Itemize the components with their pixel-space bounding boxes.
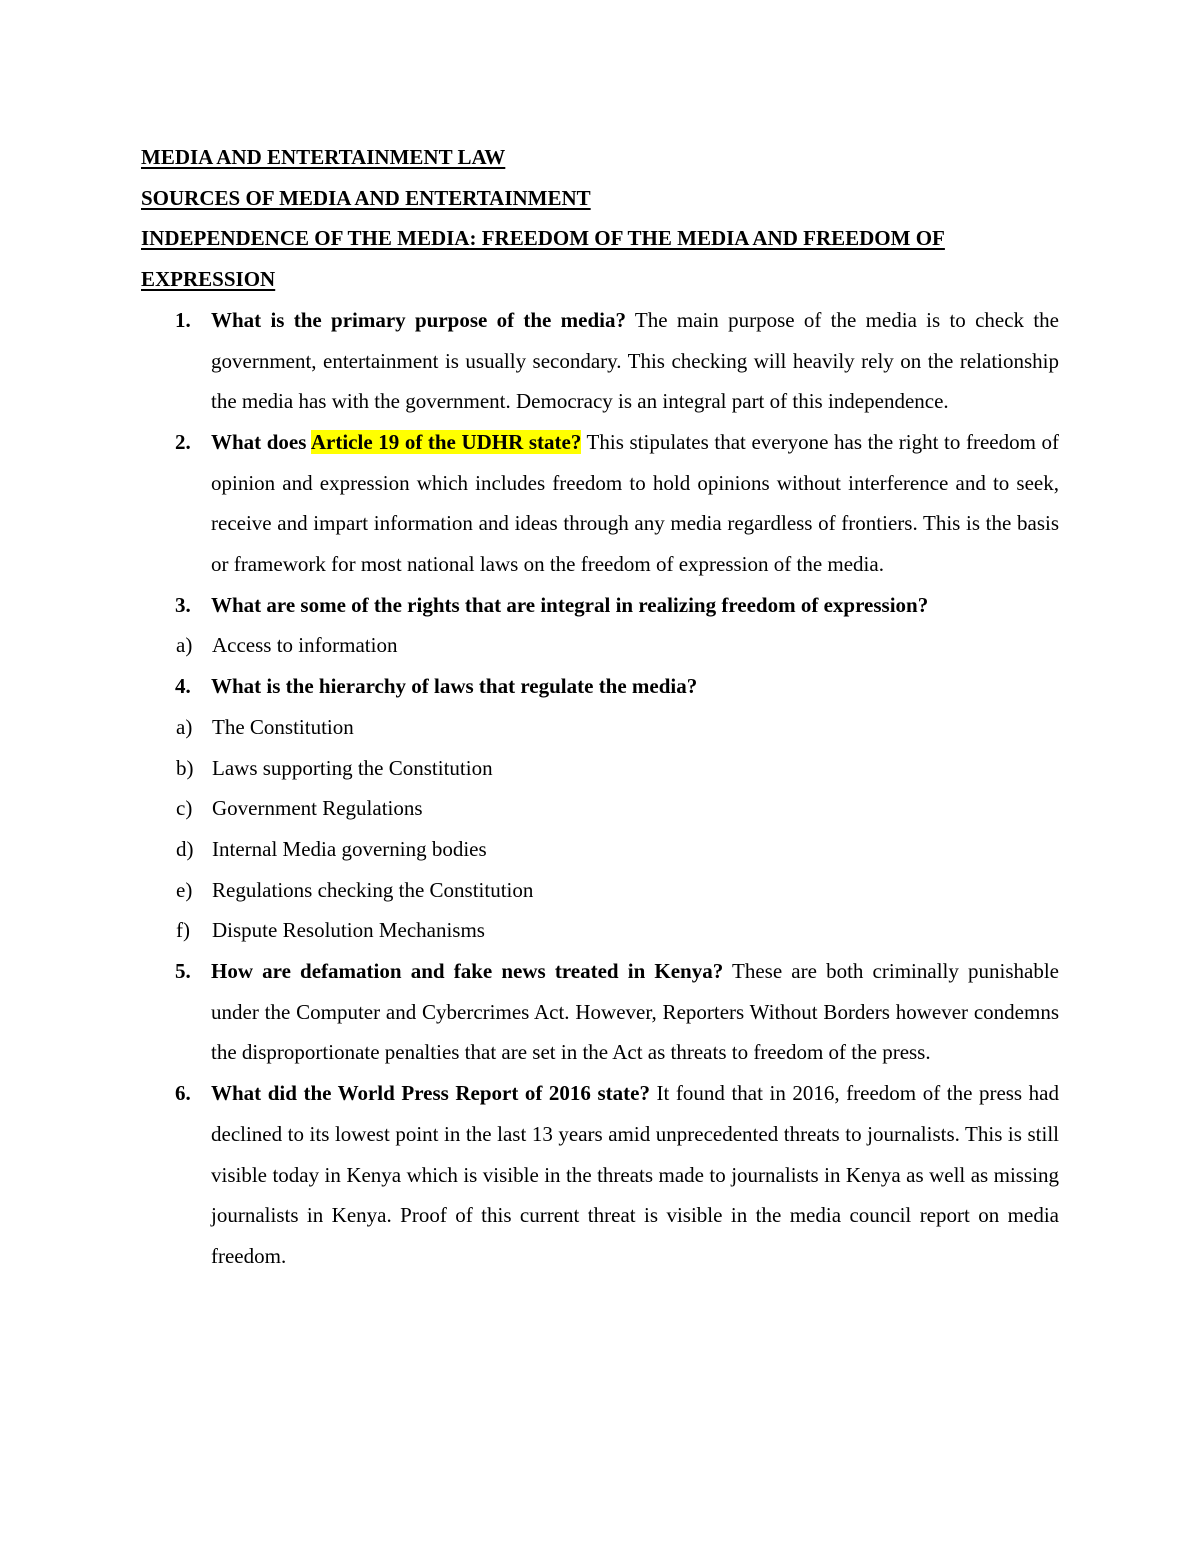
list-item (141, 625, 1059, 666)
section-heading-sources: SOURCES OF MEDIA AND ENTERTAINMENT (141, 185, 591, 210)
answer-text: This stipulates that everyone has the right to freedom of opinion and expression which includes freedom to hold opinions without interference and to seek, receive and impart information and ideas through any media regardless of frontiers. This is the basis or framework for most national laws on the freedom of expression of the media. (211, 429, 1060, 577)
list-item-letter: f) (176, 918, 190, 943)
highlighted-question-text: Article 19 of the UDHR state? (310, 429, 582, 454)
list-item-letter: e) (176, 877, 193, 902)
list-item-letter: a) (176, 633, 193, 658)
question-text-prefix: What does (211, 429, 311, 454)
list-item (141, 788, 1059, 829)
question-text: What is the hierarchy of laws that regulate the media? (211, 674, 698, 699)
list-item-letter: c) (176, 796, 193, 821)
question-text: How are defamation and fake news treated in Kenya? (211, 959, 724, 984)
question-number: 3. (175, 592, 191, 617)
question-item-5 (141, 951, 1059, 1073)
sub-list-container-3 (141, 625, 1059, 666)
document-body (141, 137, 1059, 1277)
doc-title: MEDIA AND ENTERTAINMENT LAW (141, 145, 506, 169)
answer-text: These are both criminally punishable under the Computer and Cybercrimes Act. However, Reporters Without Borders however condemns the disproportionate penalties that are set in the Act as threats to freedom of the press. (211, 959, 1059, 1065)
list-item (141, 707, 1059, 748)
question-number: 6. (175, 1081, 191, 1106)
sub-list-container-4 (141, 707, 1059, 951)
sub-list (141, 707, 1059, 951)
list-item-text: Laws supporting the Constitution (212, 755, 493, 780)
list-item-text: The Constitution (212, 714, 354, 739)
list-item (141, 829, 1059, 870)
list-item-text: Regulations checking the Constitution (212, 877, 534, 902)
answer-text: It found that in 2016, freedom of the press had declined to its lowest point in the last 13 years amid unprecedented threats to journalists. This is still visible today in Kenya which is visible in the threats made to journalists in Kenya as well as missing journalists in Kenya. Proof of this current threat is visible in the media council report on media freedom. (211, 1081, 1059, 1268)
list-item-text: Access to information (212, 633, 398, 658)
list-item-letter: b) (176, 755, 194, 780)
section-heading-independence: INDEPENDENCE OF THE MEDIA: FREEDOM OF THE MEDIA AND FREEDOM OF EXPRESSION (141, 226, 945, 292)
list-item (141, 748, 1059, 789)
question-text: What is the primary purpose of the media? (211, 307, 626, 332)
question-text: What did the World Press Report of 2016 state? (211, 1081, 650, 1106)
sub-list (141, 625, 1059, 666)
question-item-2 (141, 422, 1059, 585)
list-item-text: Internal Media governing bodies (212, 836, 487, 861)
answer-text: The main purpose of the media is to check the government, entertainment is usually secondary. This checking will heavily rely on the relationship the media has with the government. Democracy is an integral part of this independence. (211, 307, 1059, 414)
question-list (141, 300, 1059, 1277)
list-item-letter: a) (176, 714, 193, 739)
question-number: 1. (175, 307, 191, 332)
list-item-text: Government Regulations (212, 796, 423, 821)
question-number: 2. (175, 429, 191, 454)
question-item-4 (141, 666, 1059, 707)
list-item-text: Dispute Resolution Mechanisms (212, 918, 485, 943)
list-item (141, 910, 1059, 951)
question-item-6 (141, 1073, 1059, 1277)
question-item-1 (141, 300, 1059, 422)
question-item-3 (141, 585, 1059, 626)
question-number: 4. (175, 674, 191, 699)
list-item-letter: d) (176, 836, 194, 861)
list-item (141, 870, 1059, 911)
question-number: 5. (175, 959, 191, 984)
question-text: What are some of the rights that are integral in realizing freedom of expression? (211, 592, 929, 617)
